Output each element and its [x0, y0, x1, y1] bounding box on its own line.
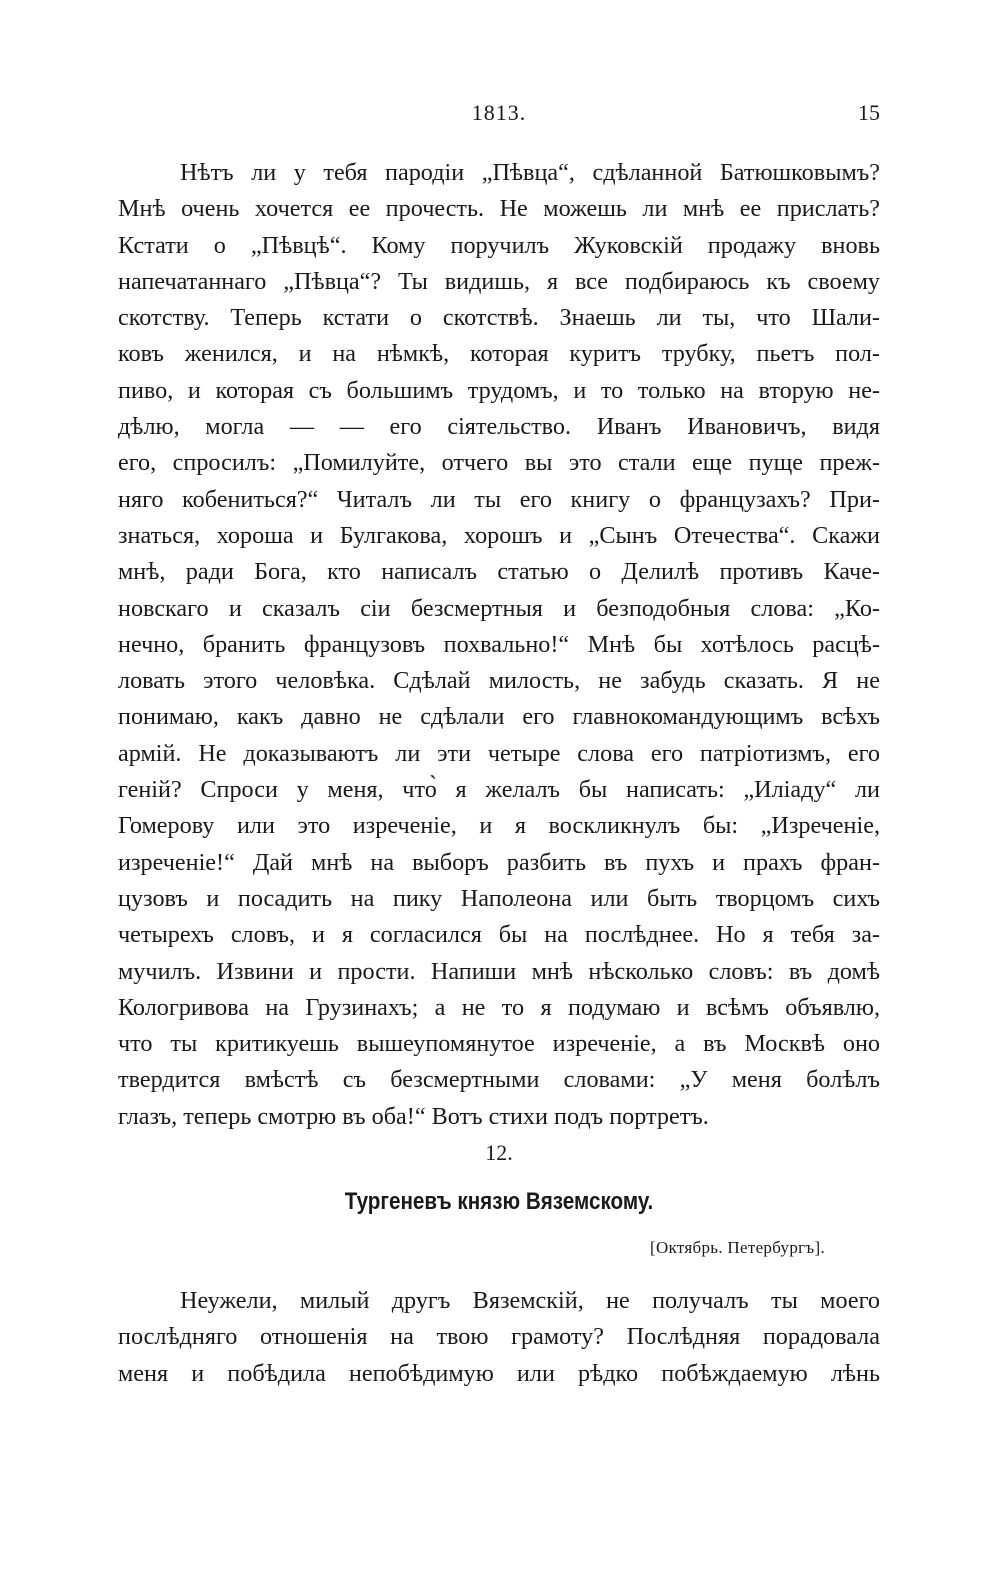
letter-11-paragraph	[118, 155, 880, 1135]
section-number: 12.	[485, 1140, 513, 1165]
text-line: меня и побѣдила непобѣдимую или рѣдко побѣждаемую лѣнь	[118, 1359, 880, 1387]
header-year: 1813.	[471, 100, 527, 125]
text-line: ковъ женился, и на нѣмкѣ, которая куритъ трубку, пьетъ пол-	[118, 340, 880, 368]
text-line: что ты критикуешь вышеупомянутое изреченіе, а въ Москвѣ оно	[118, 1030, 880, 1058]
letter-12-paragraph	[118, 1283, 880, 1392]
text-line: знаться, хороша и Булгакова, хорошъ и „Сынъ Отечества“. Скажи	[118, 521, 880, 549]
text-line: изреченіе!“ Дай мнѣ на выборъ разбить въ пухъ и прахъ фран-	[118, 848, 880, 876]
page-number: 15	[858, 100, 880, 125]
text-line: геній? Спроси у меня, что̀ я желалъ бы написать: „Иліаду“ ли	[118, 776, 880, 804]
text-line: Гомерову или это изреченіе, и я воскликнулъ бы: „Изреченіе,	[118, 812, 880, 840]
letter-date: [Октябрь. Петербургъ].	[650, 1238, 825, 1257]
text-line: дѣлю, могла — — его сіятельство. Иванъ Ивановичъ, видя	[118, 413, 880, 441]
text-line: скотству. Теперь кстати о скотствѣ. Знаешь ли ты, что Шали-	[118, 304, 880, 332]
text-line: Кстати о „Пѣвцѣ“. Кому поручилъ Жуковскій продажу вновь	[118, 231, 880, 259]
text-line: Кологривова на Грузинахъ; а не то я подумаю и всѣмъ объявлю,	[118, 993, 880, 1021]
text-line: новскаго и сказалъ сіи безсмертныя и безподобныя слова: „Ко-	[118, 594, 880, 622]
text-line: понимаю, какъ давно не сдѣлали его главнокомандующимъ всѣхъ	[118, 703, 880, 731]
text-line: послѣдняго отношенія на твою грамоту? Послѣдняя порадовала	[118, 1323, 880, 1351]
text-line: армій. Не доказываютъ ли эти четыре слова его патріотизмъ, его	[118, 739, 880, 767]
text-line: ловать этого человѣка. Сдѣлай милость, не забудь сказать. Я не	[118, 667, 880, 695]
text-line: Мнѣ очень хочется ее прочесть. Не можешь ли мнѣ ее прислать?	[118, 195, 880, 223]
text-line: Неужели, милый другъ Вяземскій, не получалъ ты моего	[180, 1287, 880, 1314]
text-line: твердится вмѣстѣ съ безсмертными словами: „У меня болѣлъ	[118, 1066, 880, 1094]
text-line: Нѣтъ ли у тебя пародіи „Пѣвца“, сдѣланной Батюшковымъ?	[180, 159, 880, 186]
text-line: няго кобениться?“ Читалъ ли ты его книгу о французахъ? При-	[118, 485, 880, 513]
text-line: цузовъ и посадить на пику Наполеона или быть творцомъ сихъ	[118, 884, 880, 912]
text-line: глазъ, теперь смотрю въ оба!“ Вотъ стихи подъ портретъ.	[118, 1102, 709, 1130]
text-line: его, спросилъ: „Помилуйте, отчего вы это стали еще пуще преж-	[118, 449, 880, 477]
text-line: пиво, и которая съ большимъ трудомъ, и то только на вторую не-	[118, 376, 880, 404]
running-head	[118, 100, 880, 132]
section-heading: Тургеневъ князю Вяземскому.	[344, 1188, 654, 1215]
text-line: нечно, бранить французовъ похвально!“ Мнѣ бы хотѣлось расцѣ-	[118, 630, 880, 658]
text-line: четырехъ словъ, и я согласился бы на послѣднее. Но я тебя за-	[118, 921, 880, 949]
text-line: мнѣ, ради Бога, кто написалъ статью о Делилѣ противъ Каче-	[118, 558, 880, 586]
text-line: напечатаннаго „Пѣвца“? Ты видишь, я все подбираюсь къ своему	[118, 267, 880, 295]
text-line: мучилъ. Извини и прости. Напиши мнѣ нѣсколько словъ: въ домѣ	[118, 957, 880, 985]
